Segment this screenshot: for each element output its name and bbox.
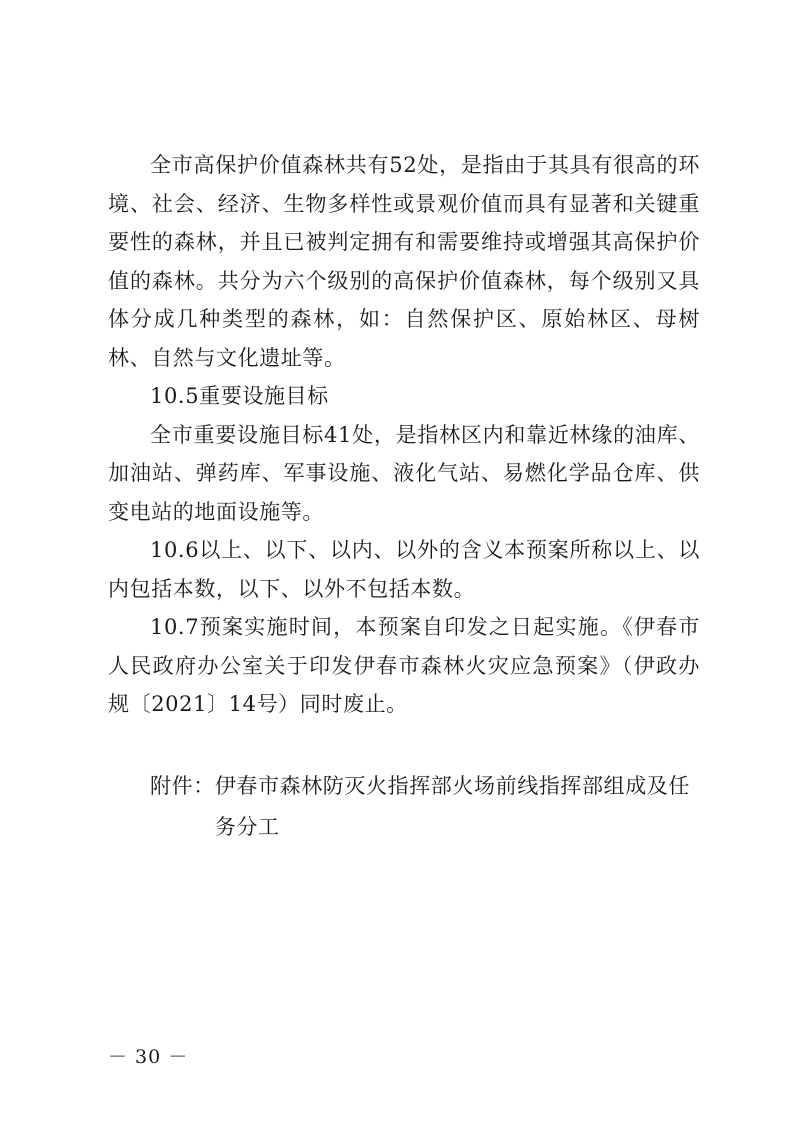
page-number: － 30 － bbox=[108, 1046, 189, 1068]
paragraph-10-6: 10.6以上、以下、以内、以外的含义本预案所称以上、以内包括本数，以下、以外不包括本数。 bbox=[108, 538, 700, 601]
attachment-line bbox=[150, 766, 698, 848]
heading-10-5: 10.5重要设施目标 bbox=[150, 384, 329, 408]
attachment-label: 附件： bbox=[150, 774, 215, 798]
paragraph-10-7: 10.7预案实施时间，本预案自印发之日起实施。《伊春市人民政府办公室关于印发伊春市森林火灾应急预案》（伊政办规〔2021〕14号）同时废止。 bbox=[108, 615, 700, 716]
paragraph-important-facilities: 全市重要设施目标41处，是指林区内和靠近林缘的油库、加油站、弹药库、军事设施、液化气站、易燃化学品仓库、供变电站的地面设施等。 bbox=[108, 422, 700, 524]
attachment-text: 伊春市森林防灭火指挥部火场前线指挥部组成及任务分工 bbox=[214, 774, 691, 839]
paragraph-high-conservation-forest: 全市高保护价值森林共有52处，是指由于其具有很高的环境、社会、经济、生物多样性或景观价值而具有显著和关键重要性的森林，并且已被判定拥有和需要维持或增强其高保护价值的森林。共分为六个级别的高保护价值森林，每个级别又具体分成几种类型的森林，如：自然保护区、原始林区、母树林、自然与文化遗址等。 bbox=[108, 153, 700, 370]
body-text bbox=[108, 146, 700, 724]
